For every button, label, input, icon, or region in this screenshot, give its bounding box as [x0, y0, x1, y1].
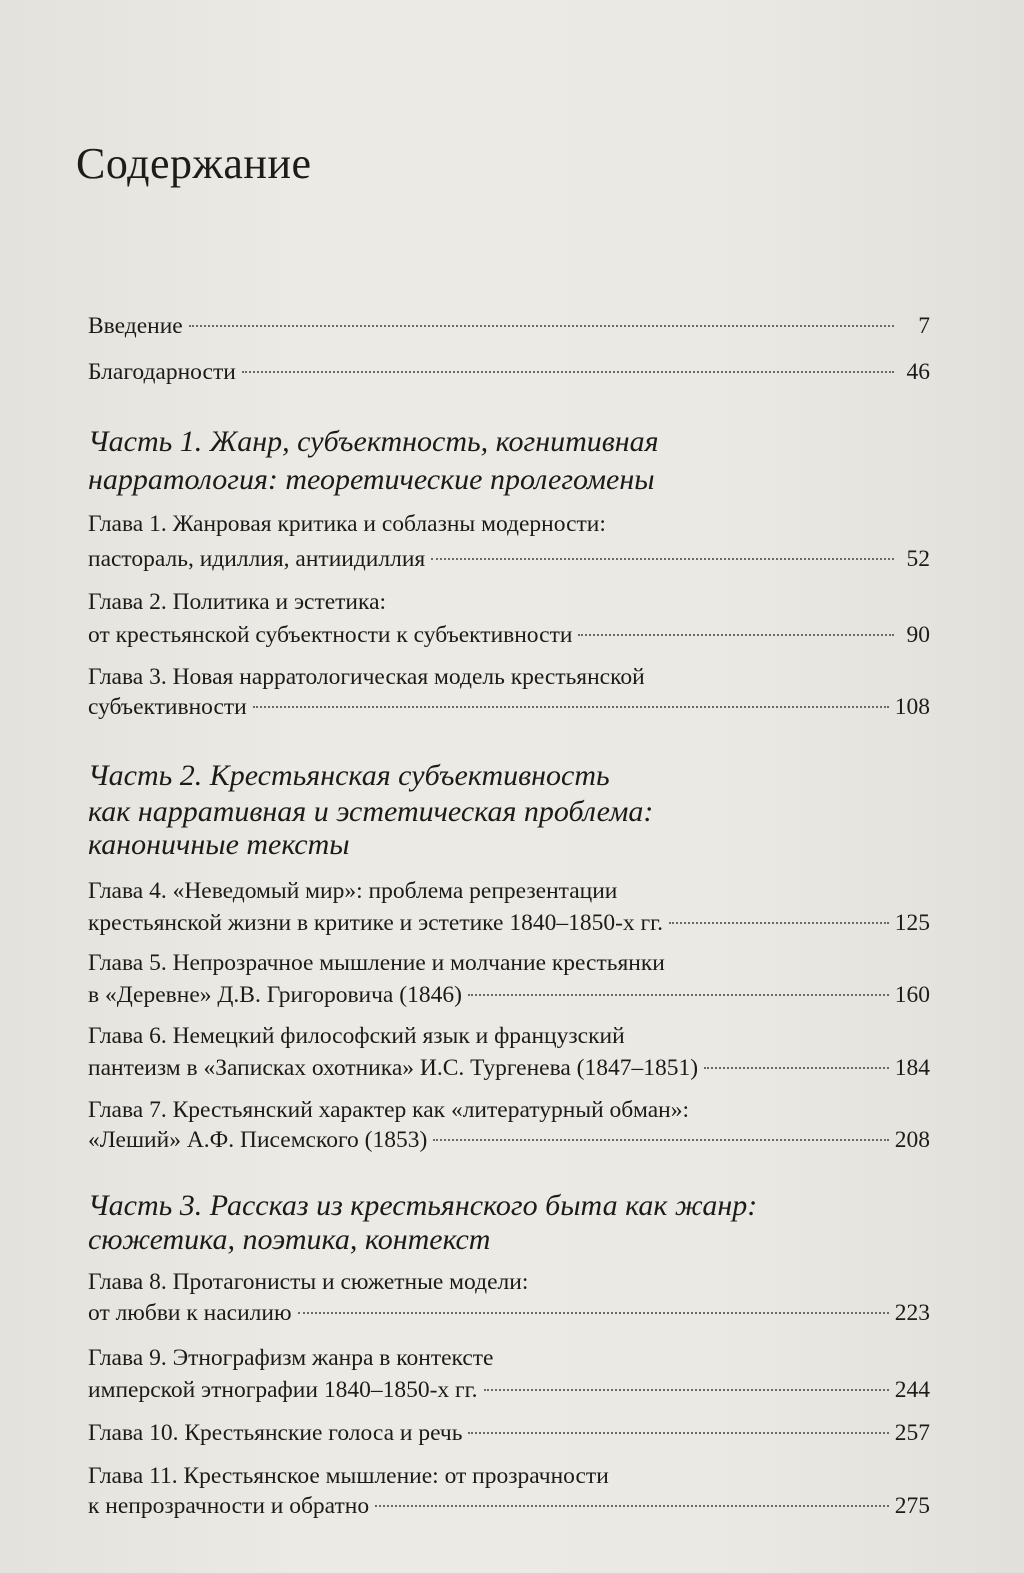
leader-dots	[431, 558, 894, 560]
toc-page-number: 160	[894, 982, 930, 1008]
toc-entry-title: субъективности	[88, 694, 247, 720]
toc-entry-title: от любви к насилию	[88, 1300, 292, 1326]
chapter-2-line-1[interactable]: Глава 2. Политика и эстетика:	[88, 589, 387, 615]
chapter-9-line-1[interactable]: Глава 9. Этнографизм жанра в контексте	[88, 1345, 494, 1371]
toc-entry-title: Введение	[88, 313, 183, 339]
chapter-2-line-2[interactable]	[88, 617, 930, 653]
chapter-7-line-2[interactable]	[88, 1122, 930, 1158]
toc-page-number: 52	[906, 546, 930, 572]
leader-dots	[189, 325, 894, 327]
part-3-title-line-2[interactable]: сюжетика, поэтика, контекст	[88, 1223, 491, 1256]
chapter-9-line-2[interactable]	[88, 1372, 930, 1408]
leader-dots	[578, 634, 894, 636]
chapter-6-line-2[interactable]	[88, 1050, 930, 1086]
toc-entry-title: крестьянской жизни в критике и эстетике 1840–1850-х гг.	[88, 910, 664, 936]
chapter-5-line-2[interactable]	[88, 977, 930, 1013]
toc-entry-title: от крестьянской субъектности к субъективности	[88, 622, 573, 648]
part-1-title-line-2[interactable]: нарратология: теоретические пролегомены	[88, 463, 655, 496]
toc-page-number: 244	[894, 1377, 930, 1403]
chapter-3-line-2[interactable]	[88, 689, 930, 725]
page-title: Содержание	[76, 139, 312, 188]
part-1-title-line-1[interactable]: Часть 1. Жанр, субъектность, когнитивная	[88, 425, 659, 458]
leader-dots	[704, 1067, 889, 1069]
chapter-7-line-1[interactable]: Глава 7. Крестьянский характер как «литературный обман»:	[88, 1097, 690, 1123]
chapter-11-line-2[interactable]	[88, 1488, 930, 1524]
toc-page-number: 208	[894, 1127, 930, 1153]
toc-page-number: 184	[894, 1055, 930, 1081]
toc-entry-title: пастораль, идиллия, антиидиллия	[88, 546, 426, 572]
chapter-11-line-1[interactable]: Глава 11. Крестьянское мышление: от прозрачности	[88, 1463, 609, 1489]
chapter-8-line-2[interactable]	[88, 1295, 930, 1331]
part-2-title-line-1[interactable]: Часть 2. Крестьянская субъективность	[88, 759, 610, 792]
toc-entry-title: к непрозрачности и обратно	[88, 1493, 370, 1519]
toc-page-number: 46	[906, 359, 930, 385]
toc-page-number: 257	[894, 1420, 930, 1446]
toc-entry-title: «Леший» А.Ф. Писемского (1853)	[88, 1127, 428, 1153]
leader-dots	[484, 1389, 889, 1391]
toc-entry-acknowledgements[interactable]	[88, 354, 930, 390]
toc-entry-title: Глава 10. Крестьянские голоса и речь	[88, 1420, 463, 1446]
toc-entry-title: в «Деревне» Д.В. Григоровича (1846)	[88, 982, 462, 1008]
toc-entry-title: имперской этнографии 1840–1850-х гг.	[88, 1377, 478, 1403]
chapter-1-line-2[interactable]	[88, 541, 930, 577]
chapter-1-line-1[interactable]: Глава 1. Жанровая критика и соблазны модерности:	[88, 511, 606, 537]
part-3-title-line-1[interactable]: Часть 3. Рассказ из крестьянского быта как жанр:	[88, 1189, 758, 1222]
leader-dots	[433, 1139, 888, 1141]
toc-page-number: 223	[894, 1300, 930, 1326]
chapter-8-line-1[interactable]: Глава 8. Протагонисты и сюжетные модели:	[88, 1269, 529, 1295]
leader-dots	[468, 1432, 888, 1434]
leader-dots	[298, 1312, 889, 1314]
chapter-3-line-1[interactable]: Глава 3. Новая нарратологическая модель крестьянской	[88, 664, 645, 690]
toc-entry-title: пантеизм в «Записках охотника» И.С. Тургенева (1847–1851)	[88, 1055, 699, 1081]
part-2-title-line-3[interactable]: каноничные тексты	[88, 828, 350, 861]
toc-entry-title: Благодарности	[88, 359, 236, 385]
toc-page-number: 7	[918, 313, 930, 339]
toc-page-number: 275	[894, 1493, 930, 1519]
chapter-10-line-1[interactable]	[88, 1415, 930, 1451]
toc-entry-introduction[interactable]	[88, 308, 930, 344]
toc-page-number: 108	[894, 694, 930, 720]
toc-page-number: 90	[906, 622, 930, 648]
leader-dots	[468, 994, 889, 996]
toc-page-number: 125	[894, 910, 930, 936]
chapter-5-line-1[interactable]: Глава 5. Непрозрачное мышление и молчание крестьянки	[88, 950, 665, 976]
chapter-6-line-1[interactable]: Глава 6. Немецкий философский язык и французский	[88, 1023, 625, 1049]
leader-dots	[669, 922, 889, 924]
part-2-title-line-2[interactable]: как нарративная и эстетическая проблема:	[88, 795, 654, 828]
leader-dots	[375, 1505, 889, 1507]
leader-dots	[242, 371, 894, 373]
chapter-4-line-2[interactable]	[88, 905, 930, 941]
leader-dots	[253, 706, 889, 708]
chapter-4-line-1[interactable]: Глава 4. «Неведомый мир»: проблема репрезентации	[88, 878, 618, 904]
